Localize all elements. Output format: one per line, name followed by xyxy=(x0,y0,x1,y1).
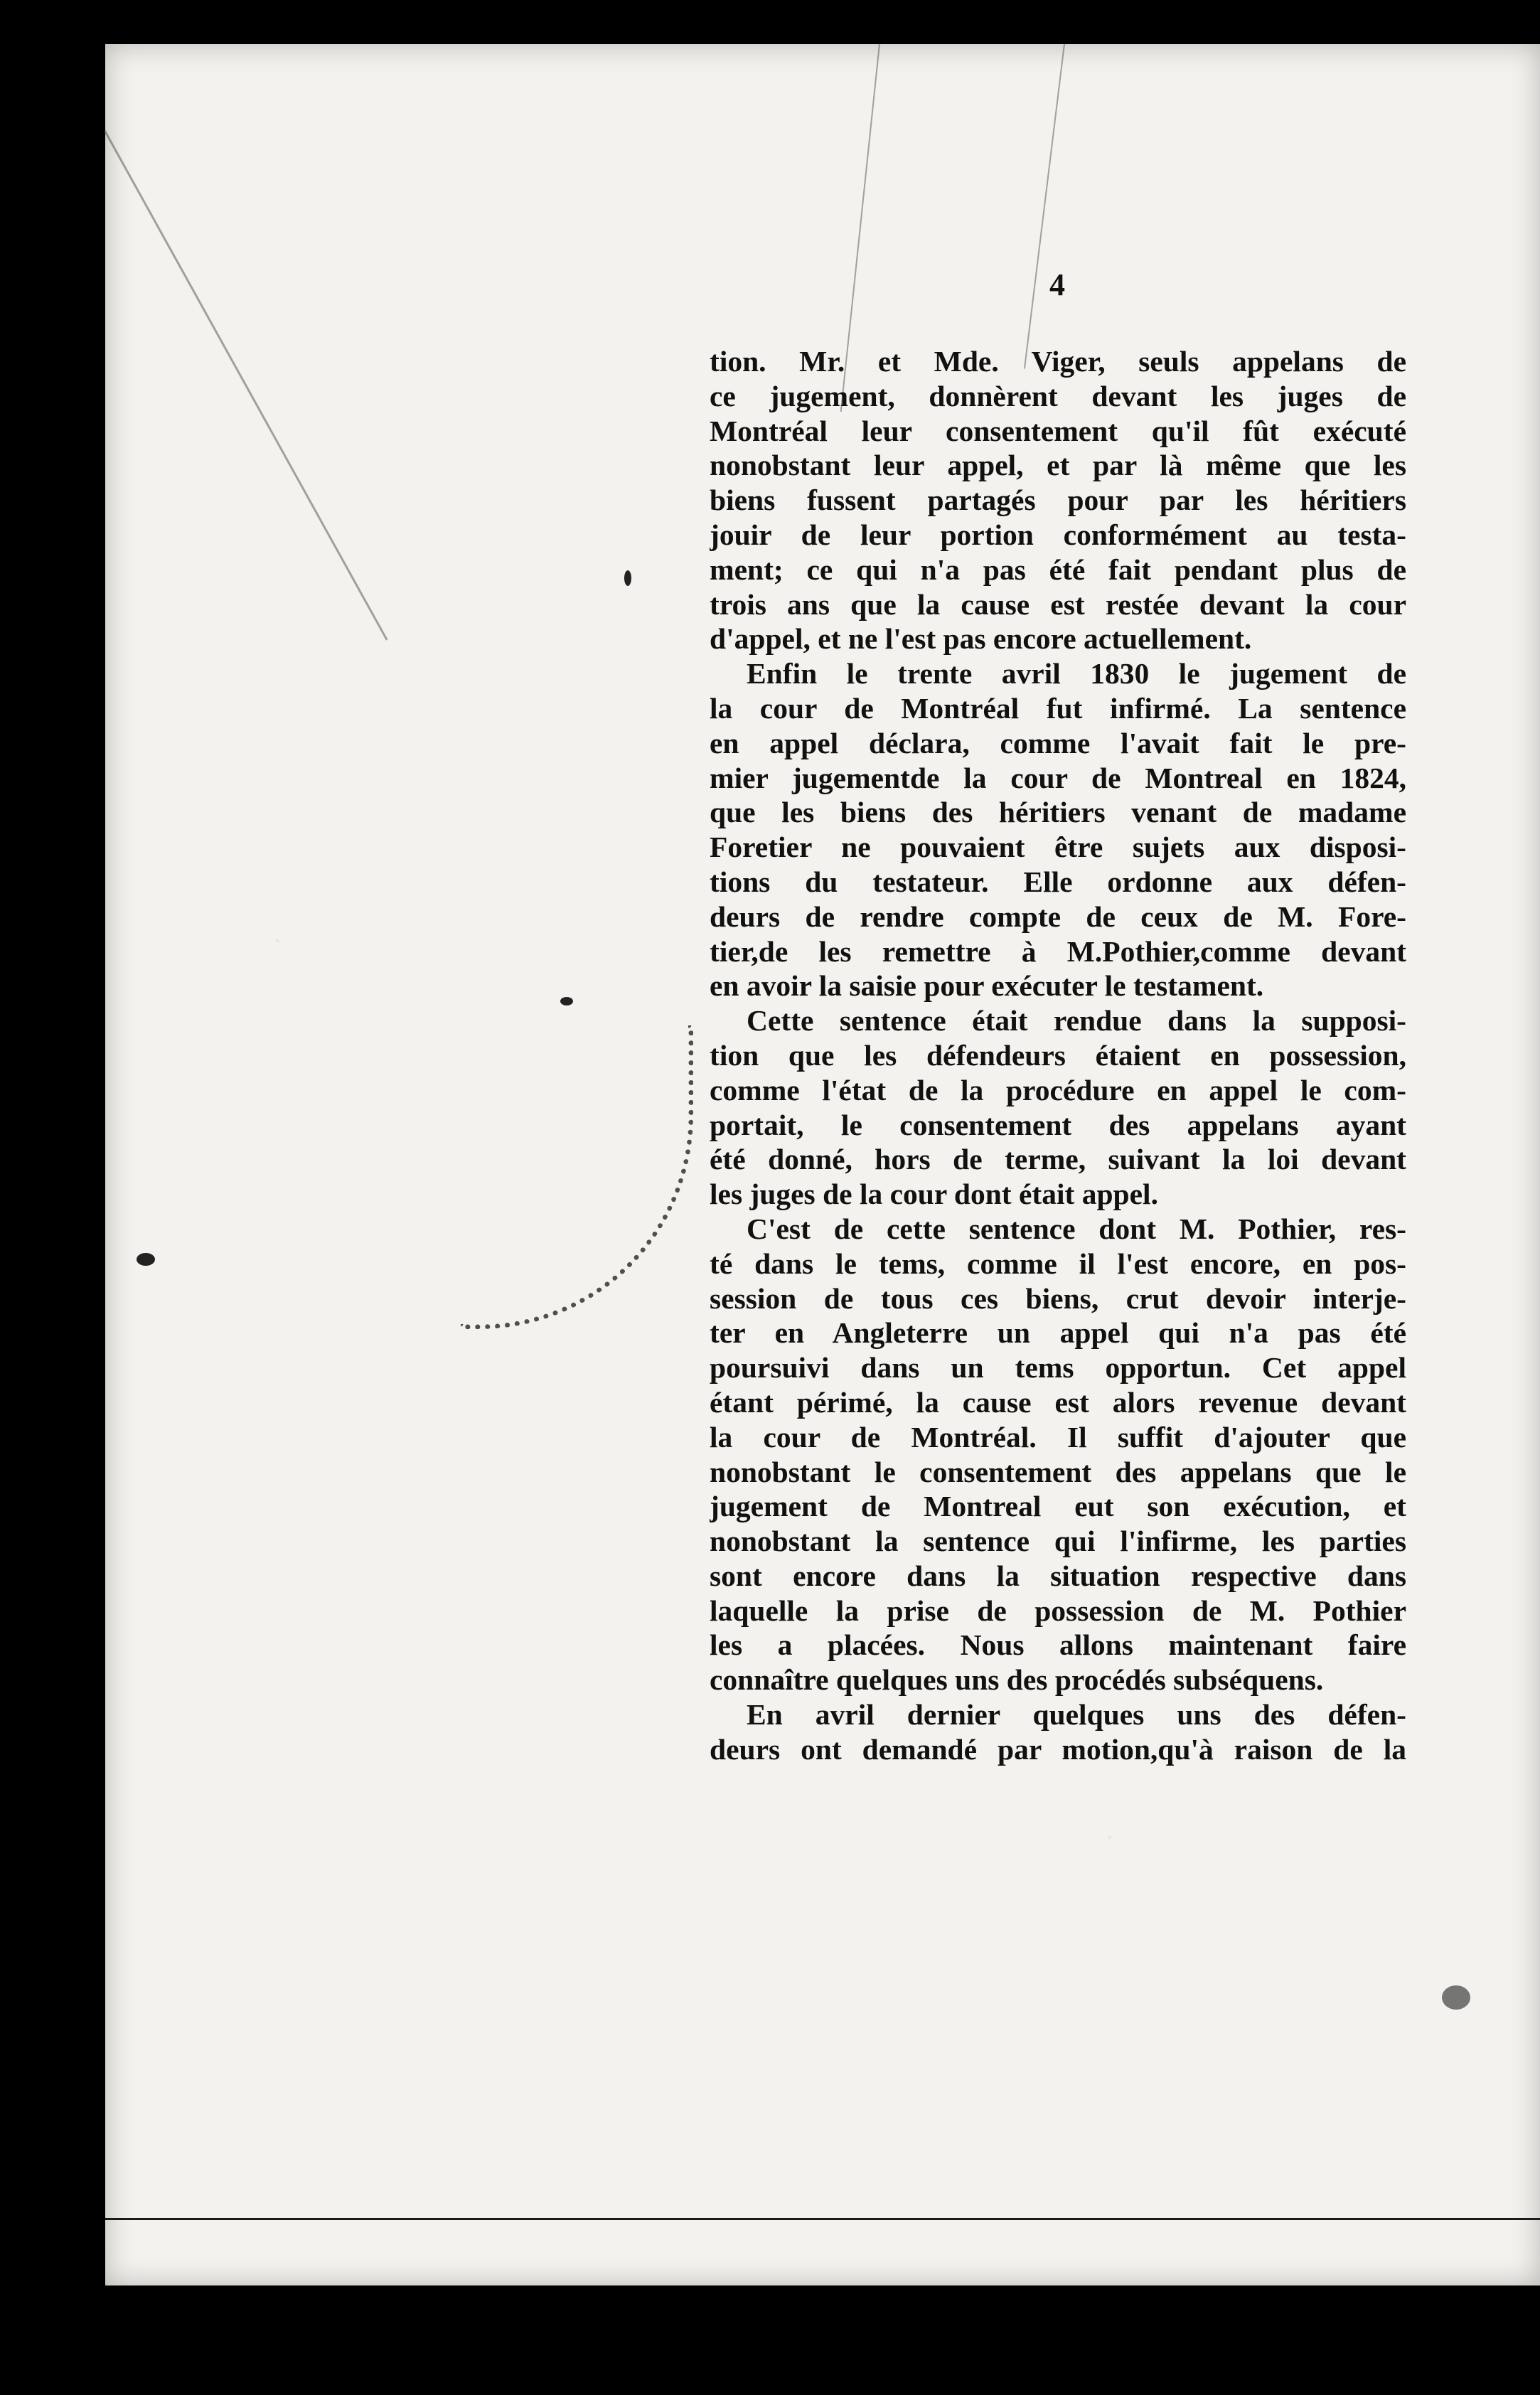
scan-scratch xyxy=(1024,44,1065,369)
text-line: biens fussent partagés pour par les héritiers xyxy=(710,484,1406,517)
text-line: deurs de rendre compte de ceux de M. Fore- xyxy=(710,900,1406,933)
text-line: En avril dernier quelques uns des défen- xyxy=(747,1698,1406,1732)
scan-edge-rule xyxy=(105,2218,1540,2220)
text-line: session de tous ces biens, crut devoir interje- xyxy=(710,1281,1406,1315)
text-line: en appel déclara, comme l'avait fait le pre- xyxy=(710,726,1406,759)
text-line: ce jugement, donnèrent devant les juges de xyxy=(710,379,1406,412)
text-line: tier,de les remettre à M.Pothier,comme devant xyxy=(710,934,1406,968)
text-line: ment; ce qui n'a pas été fait pendant plus de xyxy=(710,553,1406,586)
text-line: nonobstant leur appel, et par là même que les xyxy=(710,449,1406,482)
text-line: deurs ont demandé par motion,qu'à raison de la xyxy=(710,1732,1406,1766)
text-line: étant périmé, la cause est alors revenue devant xyxy=(710,1385,1406,1419)
body-text xyxy=(710,344,1406,1767)
scan-scratch xyxy=(103,129,387,641)
text-line: tion que les défendeurs étaient en possession, xyxy=(710,1038,1406,1072)
text-line: jugement de Montreal eut son exécution, et xyxy=(710,1490,1406,1523)
text-line: ter en Angleterre un appel qui n'a pas été xyxy=(710,1316,1406,1350)
text-line: les a placées. Nous allons maintenant faire xyxy=(710,1628,1406,1662)
text-line: les juges de la cour dont était appel. xyxy=(710,1178,1158,1211)
text-line: mier jugementde la cour de Montreal en 1824, xyxy=(710,761,1406,794)
text-line: sont encore dans la situation respective dans xyxy=(710,1559,1406,1592)
text-line: jouir de leur portion conformément au testa- xyxy=(710,518,1406,551)
text-line: portait, le consentement des appelans ayant xyxy=(710,1108,1406,1141)
page-number: 4 xyxy=(1049,267,1065,302)
text-line: Cette sentence était rendue dans la supposi- xyxy=(747,1004,1406,1038)
ink-dot-trail xyxy=(461,1025,693,1329)
text-line: la cour de Montréal fut infirmé. La sentence xyxy=(710,691,1406,725)
text-line: nonobstant la sentence qui l'infirme, les parties xyxy=(710,1525,1406,1558)
text-line: connaître quelques uns des procédés subséquens. xyxy=(710,1663,1324,1697)
ink-speck xyxy=(137,1253,155,1266)
text-line: Enfin le trente avril 1830 le jugement de xyxy=(747,657,1406,690)
text-line: laquelle la prise de possession de M. Pothier xyxy=(710,1594,1406,1627)
text-line: poursuivi dans un tems opportun. Cet appel xyxy=(710,1351,1406,1385)
ink-speck xyxy=(560,997,573,1006)
text-line: été donné, hors de terme, suivant la loi devant xyxy=(710,1143,1406,1176)
text-line: comme l'état de la procédure en appel le com- xyxy=(710,1073,1406,1106)
ink-speck xyxy=(1442,1985,1470,2010)
text-line: Montréal leur consentement qu'il fût exécuté xyxy=(710,414,1406,447)
text-line: en avoir la saisie pour exécuter le testament. xyxy=(710,969,1264,1003)
text-line: té dans le tems, comme il l'est encore, en pos- xyxy=(710,1247,1406,1280)
text-line: tions du testateur. Elle ordonne aux défen- xyxy=(710,865,1406,898)
text-line: tion. Mr. et Mde. Viger, seuls appelans de xyxy=(710,345,1406,378)
text-line: trois ans que la cause est restée devant la cour xyxy=(710,587,1406,621)
text-line: d'appel, et ne l'est pas encore actuellement. xyxy=(710,622,1252,656)
text-line: nonobstant le consentement des appelans que le xyxy=(710,1455,1406,1488)
text-line: que les biens des héritiers venant de madame xyxy=(710,796,1406,829)
text-line: C'est de cette sentence dont M. Pothier, res- xyxy=(747,1212,1406,1245)
text-line: la cour de Montréal. Il suffit d'ajouter que xyxy=(710,1420,1406,1453)
ink-speck xyxy=(624,570,631,586)
text-line: Foretier ne pouvaient être sujets aux disposi- xyxy=(710,831,1406,864)
